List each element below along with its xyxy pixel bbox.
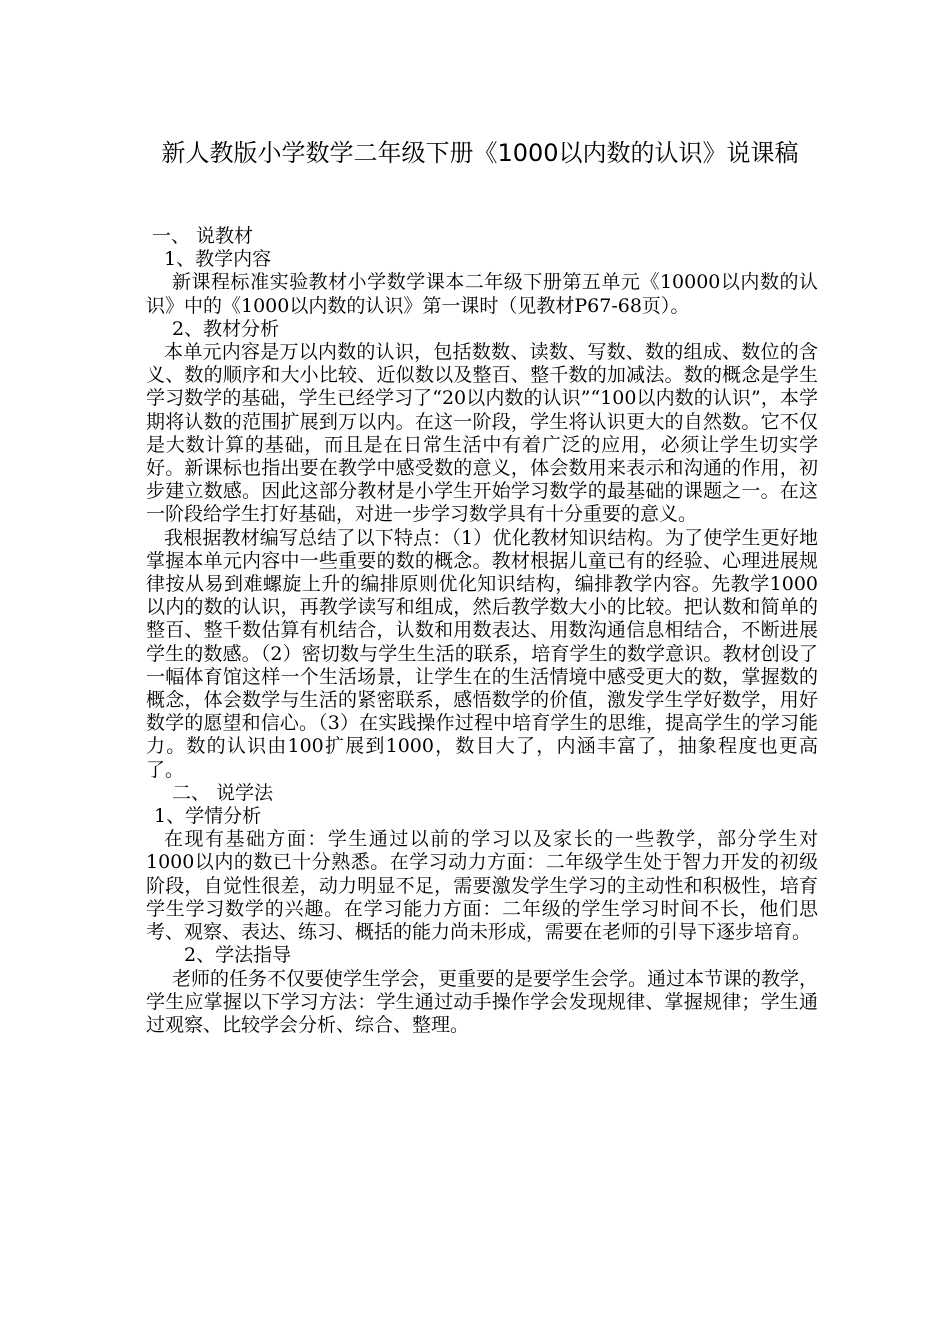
section-heading-teaching-material: 一、 说教材 [152, 225, 254, 247]
paragraph-material-analysis-2: 我根据教材编写总结了以下特点：（1）优化教材知识结构。为了使学生更好地掌握本单元内容中一些重要的数的概念。教材根据儿童已有的经验、心理进展规律按从易到难螺旋上升的编排原则优化知识结构，编排教学内容。先教学1000以内的数的认识，再教学读写和组成，然后教学数大小的比较。把认数和简单的整百、整千数估算有机结合，认数和用数表达、用数沟通信息相结合，不断进展学生的数感。（2）密切数与学生生活的联系，培育学生的数学意识。教材创设了一幅体育馆这样一个生活场景，让学生在的生活情境中感受更大的数，掌握数的概念，体会数学与生活的紧密联系，感悟数学的价值，激发学生学好数学，用好数学的愿望和信心。（3）在实践操作过程中培育学生的思维，提高学生的学习能力。数的认识由100扩展到1000，数目大了，内涵丰富了，抽象程度也更高了。 [146, 526, 818, 781]
document-body [146, 225, 818, 1037]
subheading-material-analysis: 2、教材分析 [172, 317, 280, 340]
subheading-teaching-content: 1、教学内容 [164, 248, 272, 271]
document-title: 新人教版小学数学二年级下册《1000以内数的认识》说课稿 [161, 139, 799, 167]
subheading-learner-analysis: 1、学情分析 [154, 805, 262, 828]
subheading-learning-guidance: 2、学法指导 [184, 944, 292, 967]
paragraph-learning-guidance: 老师的任务不仅要使学生学会，更重要的是要学生会学。通过本节课的教学，学生应掌握以下学习方法：学生通过动手操作学会发现规律、掌握规律；学生通过观察、比较学会分析、综合、整理。 [146, 967, 819, 1036]
section-heading-learning-method: 二、 说学法 [172, 781, 274, 804]
paragraph-teaching-content: 新课程标准实验教材小学数学课本二年级下册第五单元《10000以内数的认识》中的《1000以内数的认识》第一课时（见教材P67-68页）。 [146, 271, 818, 317]
paragraph-material-analysis-1: 本单元内容是万以内数的认识，包括数数、读数、写数、数的组成、数位的含义、数的顺序和大小比较、近似数以及整百、整千数的加减法。数的概念是学生学习数学的基础，学生已经学习了“20以内数的认识”“100以内数的认识”，本学期将认数的范围扩展到万以内。在这一阶段，学生将认识更大的自然数。它不仅是大数计算的基础，而且是在日常生活中有着广泛的应用，必须让学生切实学好。新课标也指出要在教学中感受数的意义，体会数用来表示和沟通的作用，初步建立数感。因此这部分教材是小学生开始学习数学的最基础的课题之一。在这一阶段给学生打好基础，对进一步学习数学具有十分重要的意义。 [146, 341, 818, 526]
paragraph-learner-analysis: 在现有基础方面：学生通过以前的学习以及家长的一些教学，部分学生对1000以内的数已十分熟悉。在学习动力方面：二年级学生处于智力开发的初级阶段，自觉性很差，动力明显不足，需要激发学生学习的主动性和积极性，培育学生学习数学的兴趣。在学习能力方面：二年级的学生学习时间不长，他们思考、观察、表达、练习、概括的能力尚未形成，需要在老师的引导下逐步培育。 [146, 828, 818, 944]
